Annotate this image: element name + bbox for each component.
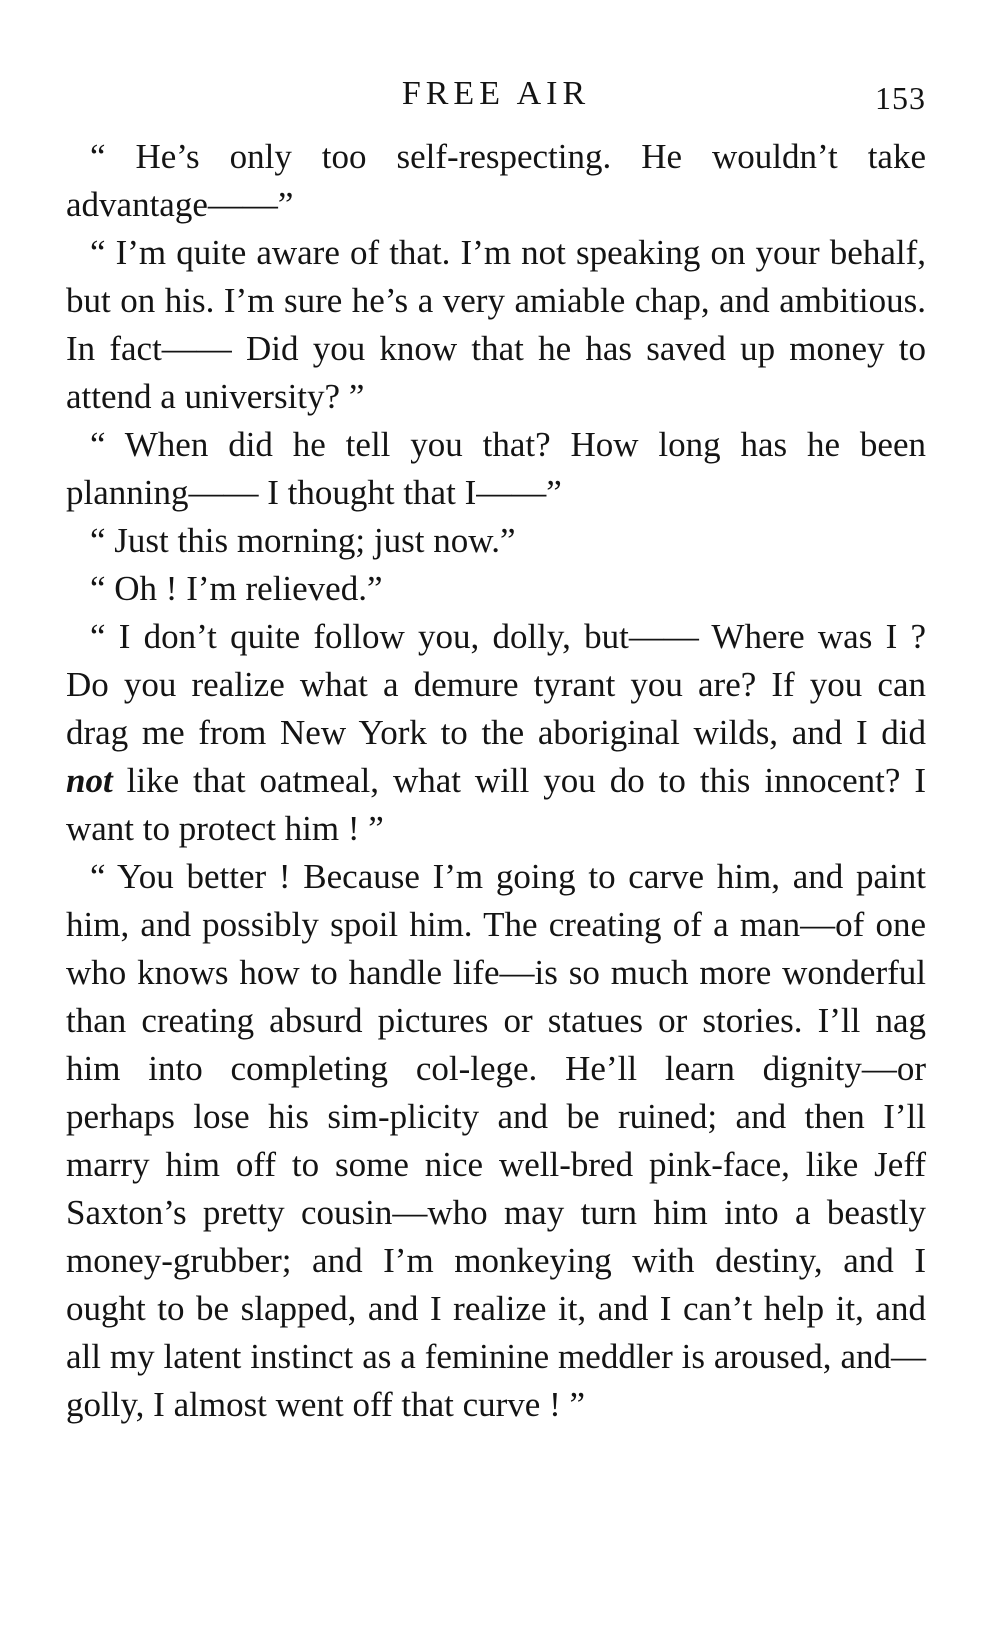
page-number: 153 (875, 80, 926, 116)
paragraph-2: “ I’m quite aware of that. I’m not speaking on your behalf, but on his. I’m sure he’s a very amiable chap, and ambitious. In fact—— Did you know that he has saved up money to attend a university? ” (66, 233, 926, 416)
paragraph-6-text-after: like that oatmeal, what will you do to this innocent? I want to protect him ! ” (66, 761, 926, 848)
paragraph-5: “ Oh ! I’m relieved.” (90, 569, 383, 608)
body-text (66, 133, 926, 1429)
running-title: FREE AIR (401, 75, 591, 112)
paragraph-4: “ Just this morning; just now.” (90, 521, 516, 560)
paragraph-3: “ When did he tell you that? How long has he been planning—— I thought that I——” (66, 425, 926, 512)
paragraph-7: “ You better ! Because I’m going to carve him, and paint him, and possibly spoil him. The creating of a man—of one who knows how to handle life—is so much more wonderful than creating absurd pictures or statues or stories. I’ll nag him into completing col-lege. He’ll learn dignity—or perhaps lose his sim-plicity and be ruined; and then I’ll marry him off to some nice well-bred pink-face, like Jeff Saxton’s pretty cousin—who may turn him into a beastly money-grubber; and I’m monkeying with destiny, and I ought to be slapped, and I realize it, and I can’t help it, and all my latent instinct as a feminine meddler is aroused, and—golly, I almost went off that curve ! ” (66, 857, 926, 1424)
paragraph-1: “ He’s only too self-respecting. He wouldn’t take advantage——” (66, 137, 926, 224)
paragraph-6 (66, 613, 926, 853)
emphasis-not: not (66, 761, 113, 800)
paragraph-6-text-before: “ I don’t quite follow you, dolly, but—— Where was I ? Do you realize what a demure tyrant you are? If you can drag me from New York to the aboriginal wilds, and I did (66, 617, 926, 752)
running-head (66, 72, 926, 116)
